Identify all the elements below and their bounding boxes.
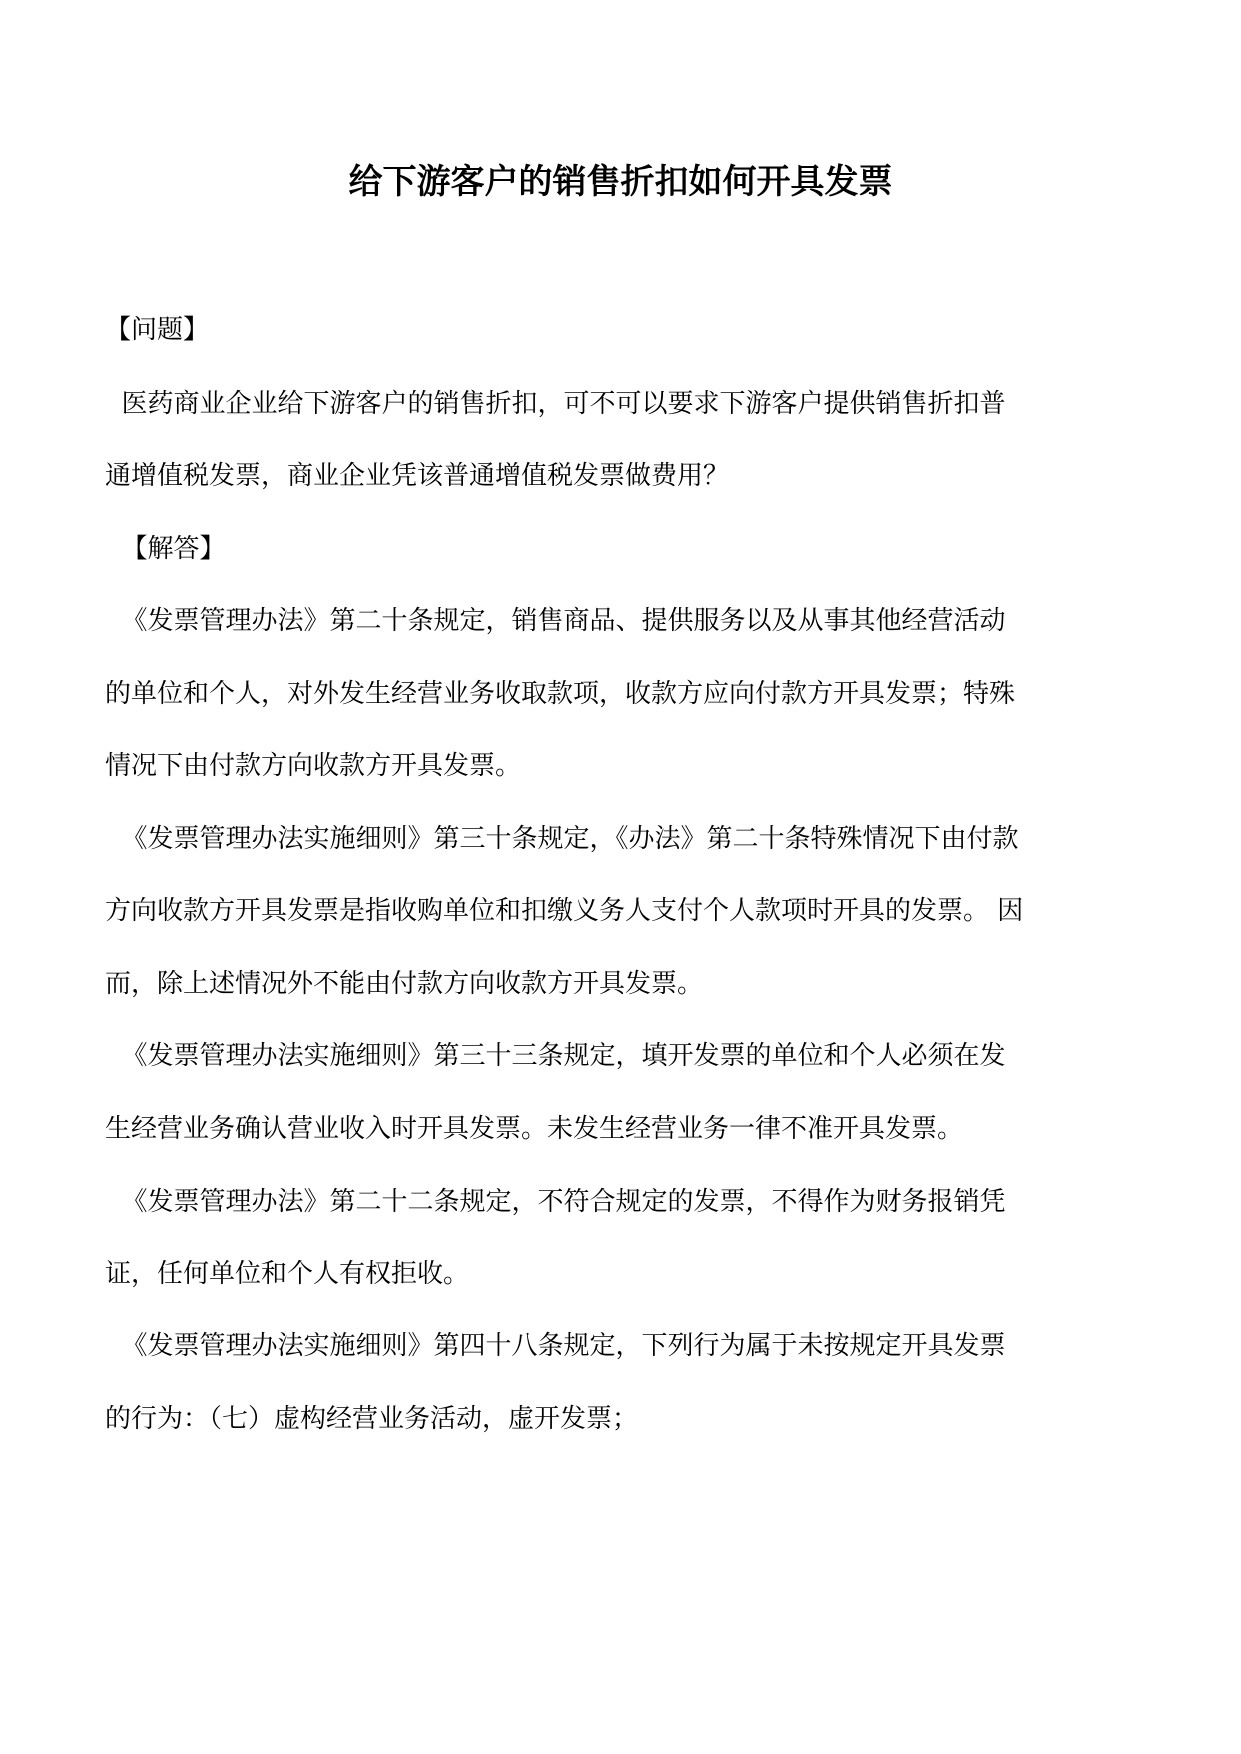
paragraph-line: 的单位和个人，对外发生经营业务收取款项，收款方应向付款方开具发票；特殊 bbox=[105, 679, 1016, 709]
paragraph-line: 情况下由付款方向收款方开具发票。 bbox=[105, 751, 522, 781]
paragraph-line: 的行为：（七）虚构经营业务活动，虚开发票； bbox=[105, 1404, 639, 1434]
document-title: 给下游客户的销售折扣如何开具发票 bbox=[348, 162, 893, 202]
paragraph-line: 《发票管理办法实施细则》第三十条规定，《办法》第二十条特殊情况下由付款 bbox=[105, 824, 1019, 854]
section-heading-answer: 【解答】 bbox=[105, 534, 226, 564]
paragraph-line: 《发票管理办法实施细则》第四十八条规定，下列行为属于未按规定开具发票 bbox=[105, 1331, 1006, 1361]
paragraph-line: 医药商业企业给下游客户的销售折扣，可不可以要求下游客户提供销售折扣普 bbox=[105, 389, 1006, 419]
paragraph-line: 证，任何单位和个人有权拒收。 bbox=[105, 1259, 470, 1289]
section-heading-question: 【问题】 bbox=[105, 315, 210, 345]
paragraph-line: 《发票管理办法》第二十二条规定，不符合规定的发票，不得作为财务报销凭 bbox=[105, 1187, 1006, 1217]
paragraph-line: 《发票管理办法实施细则》第三十三条规定，填开发票的单位和个人必须在发 bbox=[105, 1041, 1006, 1071]
paragraph-line: 《发票管理办法》第二十条规定，销售商品、提供服务以及从事其他经营活动 bbox=[105, 606, 1006, 636]
paragraph-line: 而，除上述情况外不能由付款方向收款方开具发票。 bbox=[105, 969, 704, 999]
paragraph-line: 生经营业务确认营业收入时开具发票。未发生经营业务一律不准开具发票。 bbox=[105, 1114, 964, 1144]
paragraph-line: 通增值税发票，商业企业凭该普通增值税发票做费用？ bbox=[105, 461, 730, 491]
paragraph-line: 方向收款方开具发票是指收购单位和扣缴义务人支付个人款项时开具的发票。 因 bbox=[105, 896, 1024, 926]
